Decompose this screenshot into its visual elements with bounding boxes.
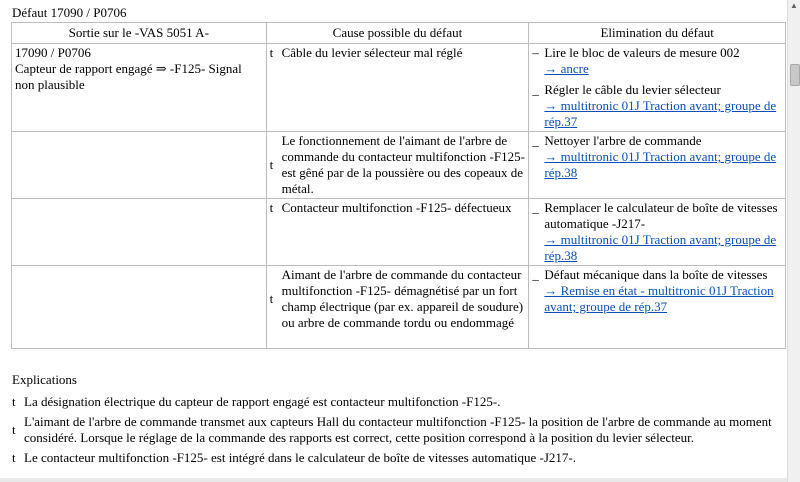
empty-cell bbox=[12, 266, 267, 349]
note-text: L'aimant de l'arbre de commande transmet aux capteurs Hall du contacteur multifonction -F125- la position de l'arbre de commande au moment considéré. Lorsque le réglage de la commande des rapports est correct, cette position correspond à la position du levier sélecteur. bbox=[24, 414, 772, 445]
note-text: La désignation électrique du capteur de rapport engagé est contacteur multifonction -F125-. bbox=[24, 394, 501, 409]
dash-marker: – bbox=[532, 45, 539, 60]
fault-description: Capteur de rapport engagé ⇒ -F125- Signal non plausible bbox=[15, 61, 242, 92]
fault-caption: Défaut 17090 / P0706 bbox=[12, 5, 127, 20]
note-item bbox=[12, 394, 782, 410]
table-row bbox=[12, 44, 786, 132]
explanations-section bbox=[12, 372, 782, 470]
table-row bbox=[12, 132, 786, 199]
note-item bbox=[12, 450, 782, 466]
action-text: Régler le câble du levier sélecteur bbox=[544, 82, 721, 97]
table-row bbox=[12, 266, 786, 349]
table-row bbox=[12, 199, 786, 266]
action-cell bbox=[529, 44, 786, 132]
cause-text: Le fonctionnement de l'aimant de l'arbre de commande du contacteur multifonction -F125- est gêné par de la poussière ou des copeaux de métal. bbox=[281, 133, 525, 196]
repair-link[interactable]: → Remise en état - multitronic 01J Traction avant; groupe de rép.37 bbox=[544, 283, 774, 314]
header-cause: Cause possible du défaut bbox=[266, 23, 529, 44]
note-text: Le contacteur multifonction -F125- est intégré dans le calculateur de boîte de vitesses automatique -J217-. bbox=[24, 450, 576, 465]
fault-table bbox=[11, 22, 786, 349]
fault-code: 17090 / P0706 bbox=[15, 45, 91, 60]
cause-cell bbox=[266, 44, 529, 132]
repair-group-link[interactable]: → multitronic 01J Traction avant; groupe de rép.37 bbox=[544, 98, 777, 129]
bullet-marker: t bbox=[12, 394, 16, 409]
cause-cell bbox=[266, 132, 529, 199]
action-cell bbox=[529, 132, 786, 199]
action-text: Nettoyer l'arbre de commande bbox=[544, 133, 702, 148]
cause-text: Contacteur multifonction -F125- défectueux bbox=[281, 200, 512, 215]
repair-group-link[interactable]: → multitronic 01J Traction avant; groupe de rép.38 bbox=[544, 232, 777, 263]
dash-marker: _ bbox=[532, 133, 539, 148]
cause-text: Câble du levier sélecteur mal réglé bbox=[281, 45, 463, 60]
repair-group-link[interactable]: → multitronic 01J Traction avant; groupe de rép.38 bbox=[544, 149, 777, 180]
fault-table-wrap bbox=[11, 22, 786, 349]
action-text: Défaut mécanique dans la boîte de vitesses bbox=[544, 267, 768, 282]
bullet-marker: t bbox=[269, 291, 274, 306]
bullet-marker: t bbox=[269, 200, 274, 215]
header-elimination: Elimination du défaut bbox=[529, 23, 786, 44]
action-cell bbox=[529, 266, 786, 349]
bullet-marker: t bbox=[12, 422, 16, 437]
bullet-marker: t bbox=[269, 45, 274, 60]
scrollbar-thumb[interactable] bbox=[790, 64, 800, 86]
empty-cell bbox=[12, 132, 267, 199]
header-output: Sortie sur le -VAS 5051 A- bbox=[12, 23, 267, 44]
bullet-marker: t bbox=[12, 450, 16, 465]
dash-marker: _ bbox=[532, 200, 539, 215]
horizontal-scrollbar[interactable] bbox=[0, 478, 788, 482]
empty-cell bbox=[12, 199, 267, 266]
anchor-link[interactable]: → ancre bbox=[544, 61, 589, 76]
fault-code-cell bbox=[12, 44, 267, 132]
action-cell bbox=[529, 199, 786, 266]
vertical-scrollbar[interactable] bbox=[787, 0, 800, 482]
cause-cell bbox=[266, 199, 529, 266]
cause-cell bbox=[266, 266, 529, 349]
explanations-title: Explications bbox=[12, 372, 77, 387]
action-text: Lire le bloc de valeurs de mesure 002 bbox=[544, 45, 740, 60]
cause-text: Aimant de l'arbre de commande du contacteur multifonction -F125- démagnétisé par un fort champ électrique (par ex. appareil de soudure) ou arbre de commande tordu ou endommagé bbox=[281, 267, 524, 330]
bullet-marker: t bbox=[269, 157, 274, 172]
dash-marker: _ bbox=[532, 267, 539, 282]
scroll-up-icon[interactable]: ▲ bbox=[790, 1, 798, 10]
note-item bbox=[12, 414, 782, 446]
table-header-row bbox=[12, 23, 786, 44]
action-text: Remplacer le calculateur de boîte de vitesses automatique -J217- bbox=[544, 200, 778, 231]
dash-marker: _ bbox=[532, 82, 539, 97]
